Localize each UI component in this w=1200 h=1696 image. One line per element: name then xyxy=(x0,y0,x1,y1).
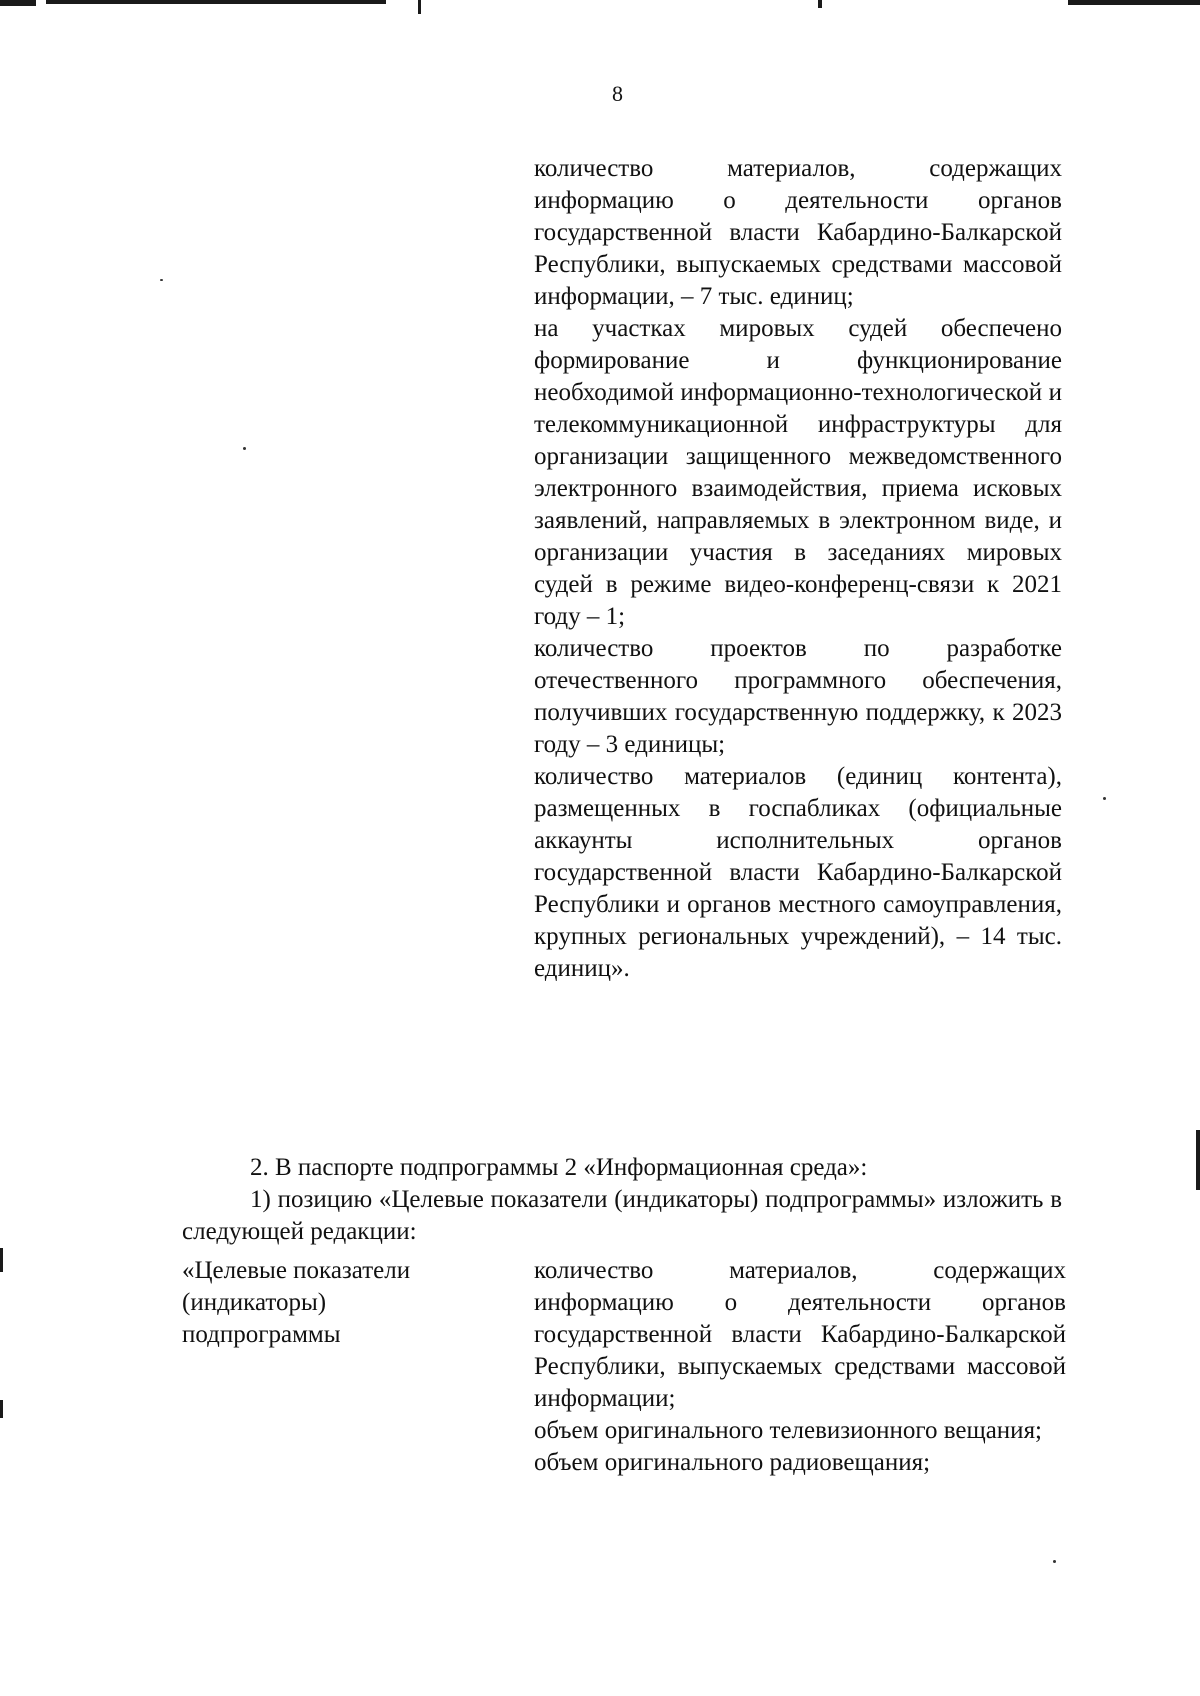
table-right-indicators xyxy=(534,1255,1066,1479)
page-number: 8 xyxy=(612,81,623,106)
indicator-paragraph: количество материалов (единиц контента), размещенных в госпабликах (официальные аккаунты исполнительных органов государственной власти Кабардино-Балкарской Республики и органов местного самоуправления, крупных региональных учреждений), – 14 тыс. единиц». xyxy=(534,763,1062,982)
label-line: подпрограммы xyxy=(182,1321,341,1348)
label-line: (индикаторы) xyxy=(182,1289,327,1316)
scan-edge-mark xyxy=(818,0,822,8)
indicator-paragraph: количество проектов по разработке отечественного программного обеспечения, получивших государственную поддержку, к 2023 году – 3 единицы; xyxy=(534,635,1062,758)
item-2-1: 1) позицию «Целевые показатели (индикаторы) подпрограммы» изложить в следующей редакции: xyxy=(182,1186,1062,1245)
scan-speck xyxy=(243,447,246,450)
upper-indicators-block xyxy=(534,153,1062,985)
indicator-paragraph: количество материалов, содержащих информацию о деятельности органов государственной власти Кабардино-Балкарской Республики, выпускаемых средствами массовой информации; xyxy=(534,1257,1066,1412)
scan-edge-mark xyxy=(1068,0,1200,5)
scan-edge-mark xyxy=(418,0,421,14)
scan-speck xyxy=(160,279,163,281)
scan-edge-mark xyxy=(0,1400,3,1418)
scan-edge-mark xyxy=(1196,1130,1200,1190)
indicator-paragraph: на участках мировых судей обеспечено формирование и функционирование необходимой информационно-технологической и телекоммуникационной инфраструктуры для организации защищенного межведомственного электронного взаимодействия, приема исковых заявлений, направляемых в электронном виде, и организации участия в заседаниях мировых судей в режиме видео-конференц-связи к 2021 году – 1; xyxy=(534,315,1062,630)
scan-speck xyxy=(1053,1560,1056,1563)
item-2: 2. В паспорте подпрограммы 2 «Информационная среда»: xyxy=(250,1154,868,1181)
indicator-paragraph: объем оригинального телевизионного вещания; xyxy=(534,1417,1043,1444)
table-left-label xyxy=(182,1255,482,1351)
amendment-text xyxy=(182,1152,1062,1248)
label-line: «Целевые показатели xyxy=(182,1257,411,1284)
indicator-paragraph: количество материалов, содержащих информацию о деятельности органов государственной власти Кабардино-Балкарской Республики, выпускаемых средствами массовой информации, – 7 тыс. единиц; xyxy=(534,155,1062,310)
indicator-paragraph: объем оригинального радиовещания; xyxy=(534,1449,931,1476)
scan-edge-mark xyxy=(0,0,36,6)
scan-edge-mark xyxy=(46,0,386,4)
scan-edge-mark xyxy=(0,1248,3,1272)
scan-speck xyxy=(1103,797,1106,800)
